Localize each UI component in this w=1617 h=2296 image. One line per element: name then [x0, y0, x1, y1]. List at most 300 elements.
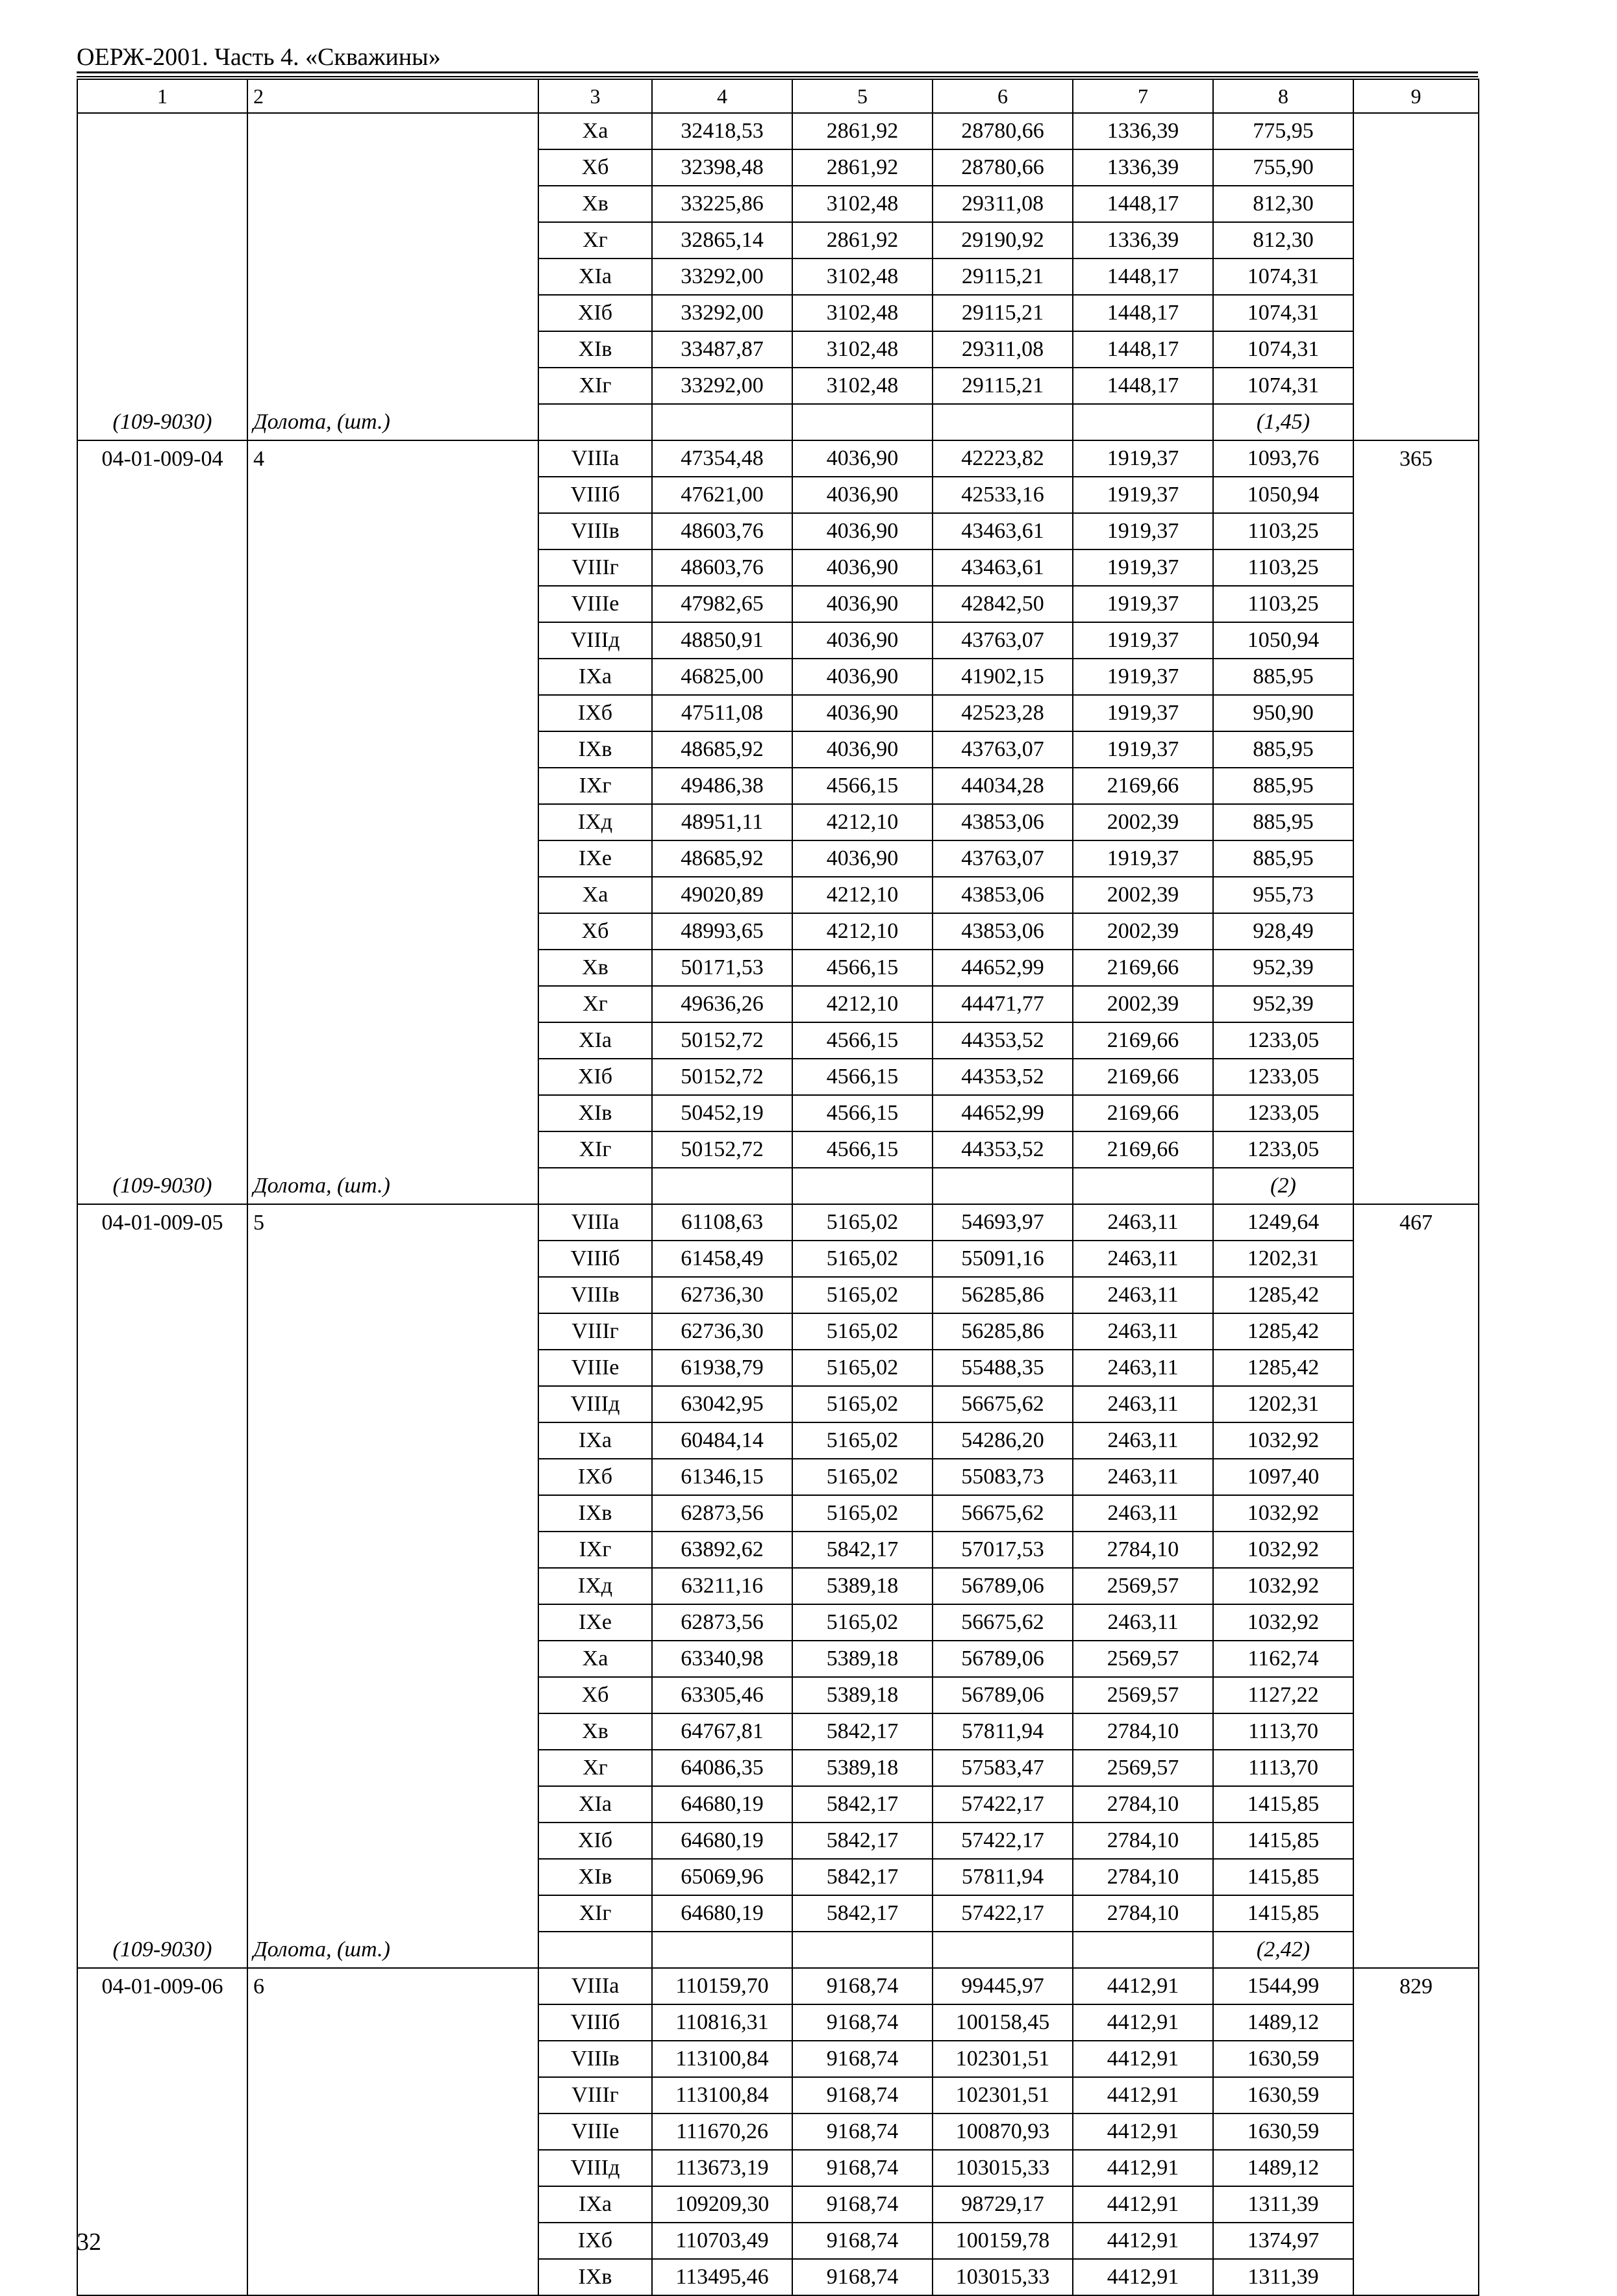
page-header: ОЕРЖ-2001. Часть 4. «Скважины» [77, 44, 441, 71]
cost-value: 103015,33 [933, 2150, 1073, 2186]
rate-code [77, 2150, 247, 2186]
cost-value: 100159,78 [933, 2223, 1073, 2259]
cost-value: 1032,92 [1213, 1495, 1353, 1532]
cost-value: 1285,42 [1213, 1313, 1353, 1350]
cost-value: 2169,66 [1073, 768, 1213, 804]
cost-value: 5389,18 [792, 1641, 933, 1677]
table-row [77, 1786, 1479, 1823]
table-row [77, 913, 1479, 950]
cost-value: 5165,02 [792, 1277, 933, 1313]
region-code: XIв [538, 331, 652, 368]
cost-value: 113100,84 [652, 2041, 792, 2077]
region-code: Xв [538, 1713, 652, 1750]
cost-value: 812,30 [1213, 186, 1353, 222]
cost-value: 43853,06 [933, 913, 1073, 950]
region-code: XIг [538, 1131, 652, 1168]
resource-value [1353, 659, 1479, 695]
cost-value: 1448,17 [1073, 295, 1213, 331]
page-number: 32 [77, 2228, 101, 2256]
cost-value: 1233,05 [1213, 1059, 1353, 1095]
cost-value: 42842,50 [933, 586, 1073, 622]
rate-code [77, 1459, 247, 1495]
cost-value: 2463,11 [1073, 1459, 1213, 1495]
column-header: 5 [792, 79, 933, 113]
table-row [77, 1459, 1479, 1495]
region-code: VIIIб [538, 477, 652, 513]
rate-code [77, 295, 247, 331]
cost-value: 4036,90 [792, 622, 933, 659]
table-row [77, 840, 1479, 877]
table-row [77, 513, 1479, 549]
cost-value: 1448,17 [1073, 259, 1213, 295]
rate-parameter [247, 1495, 538, 1532]
empty-cell [538, 404, 652, 440]
column-header: 7 [1073, 79, 1213, 113]
cost-value: 61108,63 [652, 1204, 792, 1241]
rate-parameter [247, 368, 538, 404]
rate-parameter [247, 2041, 538, 2077]
region-code: VIIIд [538, 2150, 652, 2186]
cost-value: 4212,10 [792, 804, 933, 840]
cost-value: 63305,46 [652, 1677, 792, 1713]
note-code: (109-9030) [77, 404, 247, 440]
cost-value: 44471,77 [933, 986, 1073, 1022]
rate-parameter [247, 549, 538, 586]
note-value: (1,45) [1213, 404, 1353, 440]
resource-value [1353, 1422, 1479, 1459]
region-code: VIIIд [538, 622, 652, 659]
rate-parameter [247, 1059, 538, 1095]
cost-value: 2169,66 [1073, 1022, 1213, 1059]
cost-value: 5389,18 [792, 1568, 933, 1604]
cost-value: 62736,30 [652, 1277, 792, 1313]
table-row [77, 2004, 1479, 2041]
cost-value: 29311,08 [933, 331, 1073, 368]
resource-value [1353, 549, 1479, 586]
cost-value: 42533,16 [933, 477, 1073, 513]
cost-value: 1074,31 [1213, 368, 1353, 404]
cost-value: 5842,17 [792, 1713, 933, 1750]
cost-value: 48685,92 [652, 731, 792, 768]
cost-value: 955,73 [1213, 877, 1353, 913]
table-row [77, 1059, 1479, 1095]
cost-value: 9168,74 [792, 1968, 933, 2004]
cost-value: 4412,91 [1073, 2077, 1213, 2113]
cost-value: 44353,52 [933, 1131, 1073, 1168]
column-header: 3 [538, 79, 652, 113]
cost-value: 29190,92 [933, 222, 1073, 259]
rate-parameter [247, 186, 538, 222]
cost-value: 60484,14 [652, 1422, 792, 1459]
cost-value: 2463,11 [1073, 1350, 1213, 1386]
region-code: VIIIе [538, 2113, 652, 2150]
table-row [77, 222, 1479, 259]
resource-value [1353, 768, 1479, 804]
region-code: XIв [538, 1095, 652, 1131]
region-code: VIIIa [538, 440, 652, 477]
cost-value: 44652,99 [933, 950, 1073, 986]
rate-parameter [247, 1459, 538, 1495]
rate-code [77, 2186, 247, 2223]
table-row [77, 1895, 1479, 1932]
cost-value: 5165,02 [792, 1495, 933, 1532]
rate-code [77, 1022, 247, 1059]
cost-value: 29311,08 [933, 186, 1073, 222]
table-row [77, 1532, 1479, 1568]
note-row [77, 404, 1479, 440]
rate-code [77, 804, 247, 840]
cost-value: 1544,99 [1213, 1968, 1353, 2004]
table-row [77, 259, 1479, 295]
empty-cell [1353, 404, 1479, 440]
cost-value: 1311,39 [1213, 2259, 1353, 2295]
cost-value: 54693,97 [933, 1204, 1073, 1241]
cost-value: 5165,02 [792, 1386, 933, 1422]
rate-parameter [247, 2150, 538, 2186]
cost-value: 57422,17 [933, 1895, 1073, 1932]
cost-value: 98729,17 [933, 2186, 1073, 2223]
cost-value: 57811,94 [933, 1713, 1073, 1750]
rate-parameter [247, 1713, 538, 1750]
cost-value: 5842,17 [792, 1895, 933, 1932]
region-code: VIIIг [538, 549, 652, 586]
cost-value: 63892,62 [652, 1532, 792, 1568]
region-code: Xб [538, 1677, 652, 1713]
cost-value: 2463,11 [1073, 1313, 1213, 1350]
cost-value: 4036,90 [792, 731, 933, 768]
table-row [77, 113, 1479, 149]
rate-parameter [247, 2259, 538, 2295]
resource-value [1353, 1131, 1479, 1168]
rate-code: 04-01-009-06 [77, 1968, 247, 2004]
rate-code [77, 1823, 247, 1859]
cost-value: 2463,11 [1073, 1422, 1213, 1459]
cost-value: 885,95 [1213, 768, 1353, 804]
cost-value: 1249,64 [1213, 1204, 1353, 1241]
resource-value [1353, 695, 1479, 731]
cost-value: 62873,56 [652, 1495, 792, 1532]
cost-value: 1919,37 [1073, 549, 1213, 586]
region-code: IXв [538, 1495, 652, 1532]
cost-value: 110159,70 [652, 1968, 792, 2004]
resource-value [1353, 1386, 1479, 1422]
cost-value: 4412,91 [1073, 1968, 1213, 2004]
empty-cell [792, 1932, 933, 1968]
cost-value: 4412,91 [1073, 2259, 1213, 2295]
cost-value: 2463,11 [1073, 1386, 1213, 1422]
cost-value: 5165,02 [792, 1241, 933, 1277]
region-code: Xa [538, 877, 652, 913]
cost-value: 3102,48 [792, 295, 933, 331]
cost-value: 2569,57 [1073, 1677, 1213, 1713]
cost-value: 64086,35 [652, 1750, 792, 1786]
cost-value: 49020,89 [652, 877, 792, 913]
resource-value [1353, 1495, 1479, 1532]
cost-value: 5165,02 [792, 1313, 933, 1350]
rate-code [77, 1241, 247, 1277]
table-row [77, 2041, 1479, 2077]
region-code: Xa [538, 113, 652, 149]
resource-value [1353, 1713, 1479, 1750]
cost-value: 1489,12 [1213, 2004, 1353, 2041]
table-row [77, 2113, 1479, 2150]
rate-code [77, 731, 247, 768]
cost-value: 1415,85 [1213, 1823, 1353, 1859]
cost-value: 56675,62 [933, 1386, 1073, 1422]
cost-value: 9168,74 [792, 2150, 933, 2186]
table-row [77, 1713, 1479, 1750]
cost-value: 1415,85 [1213, 1859, 1353, 1895]
resource-value [1353, 1241, 1479, 1277]
cost-value: 9168,74 [792, 2223, 933, 2259]
resource-value [1353, 2077, 1479, 2113]
cost-value: 1202,31 [1213, 1241, 1353, 1277]
rate-parameter [247, 1895, 538, 1932]
cost-value: 56789,06 [933, 1568, 1073, 1604]
cost-value: 4036,90 [792, 513, 933, 549]
rate-parameter [247, 1131, 538, 1168]
table-row [77, 186, 1479, 222]
rate-code: 04-01-009-04 [77, 440, 247, 477]
cost-value: 43853,06 [933, 877, 1073, 913]
table-row [77, 295, 1479, 331]
cost-value: 2169,66 [1073, 1131, 1213, 1168]
rate-code [77, 1422, 247, 1459]
rate-parameter [247, 1604, 538, 1641]
cost-value: 2861,92 [792, 113, 933, 149]
cost-value: 4412,91 [1073, 2150, 1213, 2186]
region-code: XIг [538, 1895, 652, 1932]
rate-parameter [247, 149, 538, 186]
rate-parameter [247, 768, 538, 804]
rate-parameter: 4 [247, 440, 538, 477]
cost-value: 55488,35 [933, 1350, 1073, 1386]
note-row [77, 1168, 1479, 1204]
cost-value: 1127,22 [1213, 1677, 1353, 1713]
region-code: IXв [538, 731, 652, 768]
cost-value: 1074,31 [1213, 295, 1353, 331]
rate-parameter [247, 477, 538, 513]
cost-value: 1919,37 [1073, 659, 1213, 695]
cost-value: 110816,31 [652, 2004, 792, 2041]
cost-value: 2784,10 [1073, 1895, 1213, 1932]
cost-value: 1032,92 [1213, 1568, 1353, 1604]
rate-parameter [247, 2077, 538, 2113]
cost-value: 1050,94 [1213, 622, 1353, 659]
cost-value: 54286,20 [933, 1422, 1073, 1459]
cost-value: 1093,76 [1213, 440, 1353, 477]
table-row [77, 622, 1479, 659]
cost-value: 47982,65 [652, 586, 792, 622]
cost-value: 43763,07 [933, 840, 1073, 877]
cost-value: 56285,86 [933, 1313, 1073, 1350]
region-code: Xa [538, 1641, 652, 1677]
resource-value [1353, 1059, 1479, 1095]
rate-parameter [247, 1277, 538, 1313]
region-code: VIIIг [538, 1313, 652, 1350]
cost-value: 812,30 [1213, 222, 1353, 259]
cost-value: 2861,92 [792, 222, 933, 259]
cost-value: 1050,94 [1213, 477, 1353, 513]
cost-value: 9168,74 [792, 2004, 933, 2041]
cost-value: 1415,85 [1213, 1786, 1353, 1823]
cost-value: 110703,49 [652, 2223, 792, 2259]
cost-value: 29115,21 [933, 368, 1073, 404]
rate-parameter [247, 1022, 538, 1059]
table-row [77, 1968, 1479, 2004]
column-header: 8 [1213, 79, 1353, 113]
cost-value: 102301,51 [933, 2041, 1073, 2077]
resource-value [1353, 950, 1479, 986]
resource-value [1353, 1313, 1479, 1350]
cost-value: 47621,00 [652, 477, 792, 513]
table-row [77, 1313, 1479, 1350]
rate-code [77, 1532, 247, 1568]
table-row [77, 440, 1479, 477]
resource-value [1353, 840, 1479, 877]
table-row [77, 659, 1479, 695]
table-row [77, 1568, 1479, 1604]
cost-value: 44353,52 [933, 1022, 1073, 1059]
rate-code [77, 1495, 247, 1532]
cost-value: 775,95 [1213, 113, 1353, 149]
region-code: XIa [538, 1786, 652, 1823]
cost-value: 5389,18 [792, 1677, 933, 1713]
cost-value: 9168,74 [792, 2259, 933, 2295]
rate-parameter [247, 950, 538, 986]
cost-value: 44652,99 [933, 1095, 1073, 1131]
cost-value: 49486,38 [652, 768, 792, 804]
cost-value: 4036,90 [792, 659, 933, 695]
table-row [77, 804, 1479, 840]
cost-value: 1448,17 [1073, 186, 1213, 222]
table-row [77, 1604, 1479, 1641]
cost-value: 113495,46 [652, 2259, 792, 2295]
cost-value: 48685,92 [652, 840, 792, 877]
cost-value: 9168,74 [792, 2077, 933, 2113]
cost-value: 1919,37 [1073, 840, 1213, 877]
cost-value: 4412,91 [1073, 2041, 1213, 2077]
cost-value: 32418,53 [652, 113, 792, 149]
cost-value: 2463,11 [1073, 1495, 1213, 1532]
empty-cell [652, 404, 792, 440]
region-code: VIIIa [538, 1204, 652, 1241]
resource-value [1353, 1895, 1479, 1932]
empty-cell [538, 1168, 652, 1204]
table-row [77, 331, 1479, 368]
cost-value: 2463,11 [1073, 1241, 1213, 1277]
cost-value: 952,39 [1213, 950, 1353, 986]
resource-value [1353, 1750, 1479, 1786]
cost-value: 48951,11 [652, 804, 792, 840]
rate-code [77, 368, 247, 404]
rate-parameter [247, 986, 538, 1022]
cost-value: 28780,66 [933, 113, 1073, 149]
cost-value: 4036,90 [792, 695, 933, 731]
cost-value: 5165,02 [792, 1459, 933, 1495]
table-row [77, 2259, 1479, 2295]
rate-code [77, 1277, 247, 1313]
cost-value: 885,95 [1213, 840, 1353, 877]
cost-value: 1448,17 [1073, 331, 1213, 368]
region-code: VIIIa [538, 1968, 652, 2004]
table-row [77, 2150, 1479, 2186]
cost-value: 44353,52 [933, 1059, 1073, 1095]
cost-value: 4036,90 [792, 477, 933, 513]
region-code: Xв [538, 186, 652, 222]
cost-value: 2784,10 [1073, 1859, 1213, 1895]
table-row [77, 1350, 1479, 1386]
cost-value: 1489,12 [1213, 2150, 1353, 2186]
table-row [77, 695, 1479, 731]
cost-value: 63211,16 [652, 1568, 792, 1604]
table-row [77, 2186, 1479, 2223]
rate-parameter [247, 1786, 538, 1823]
cost-value: 5165,02 [792, 1350, 933, 1386]
rate-parameter [247, 804, 538, 840]
cost-value: 100870,93 [933, 2113, 1073, 2150]
cost-value: 1103,25 [1213, 549, 1353, 586]
rate-code [77, 659, 247, 695]
resource-value [1353, 368, 1479, 404]
resource-value [1353, 186, 1479, 222]
cost-value: 4036,90 [792, 840, 933, 877]
rate-code [77, 1677, 247, 1713]
column-header: 9 [1353, 79, 1479, 113]
cost-value: 2784,10 [1073, 1823, 1213, 1859]
rate-parameter [247, 1677, 538, 1713]
cost-value: 57017,53 [933, 1532, 1073, 1568]
cost-value: 43763,07 [933, 731, 1073, 768]
region-code: VIIIг [538, 2077, 652, 2113]
rate-parameter [247, 295, 538, 331]
rate-code [77, 1604, 247, 1641]
region-code: XIв [538, 1859, 652, 1895]
cost-value: 1336,39 [1073, 113, 1213, 149]
rate-code [77, 877, 247, 913]
rate-parameter [247, 622, 538, 659]
region-code: IXе [538, 840, 652, 877]
region-code: Xв [538, 950, 652, 986]
resource-value [1353, 1350, 1479, 1386]
cost-value: 2169,66 [1073, 1095, 1213, 1131]
table-row [77, 950, 1479, 986]
empty-cell [652, 1168, 792, 1204]
cost-value: 32398,48 [652, 149, 792, 186]
rate-code [77, 331, 247, 368]
cost-value: 1415,85 [1213, 1895, 1353, 1932]
resource-value [1353, 1532, 1479, 1568]
note-name: Долота, (шт.) [247, 1932, 538, 1968]
table-row [77, 477, 1479, 513]
cost-value: 111670,26 [652, 2113, 792, 2150]
cost-value: 4036,90 [792, 586, 933, 622]
resource-value [1353, 513, 1479, 549]
cost-value: 1233,05 [1213, 1095, 1353, 1131]
rate-parameter [247, 1422, 538, 1459]
cost-value: 4036,90 [792, 440, 933, 477]
cost-value: 47354,48 [652, 440, 792, 477]
note-row [77, 1932, 1479, 1968]
rate-code [77, 1350, 247, 1386]
resource-value [1353, 149, 1479, 186]
region-code: VIIIб [538, 1241, 652, 1277]
resource-value: 365 [1353, 440, 1479, 477]
cost-value: 50452,19 [652, 1095, 792, 1131]
rate-parameter [247, 1750, 538, 1786]
cost-value: 4212,10 [792, 877, 933, 913]
resource-value [1353, 622, 1479, 659]
